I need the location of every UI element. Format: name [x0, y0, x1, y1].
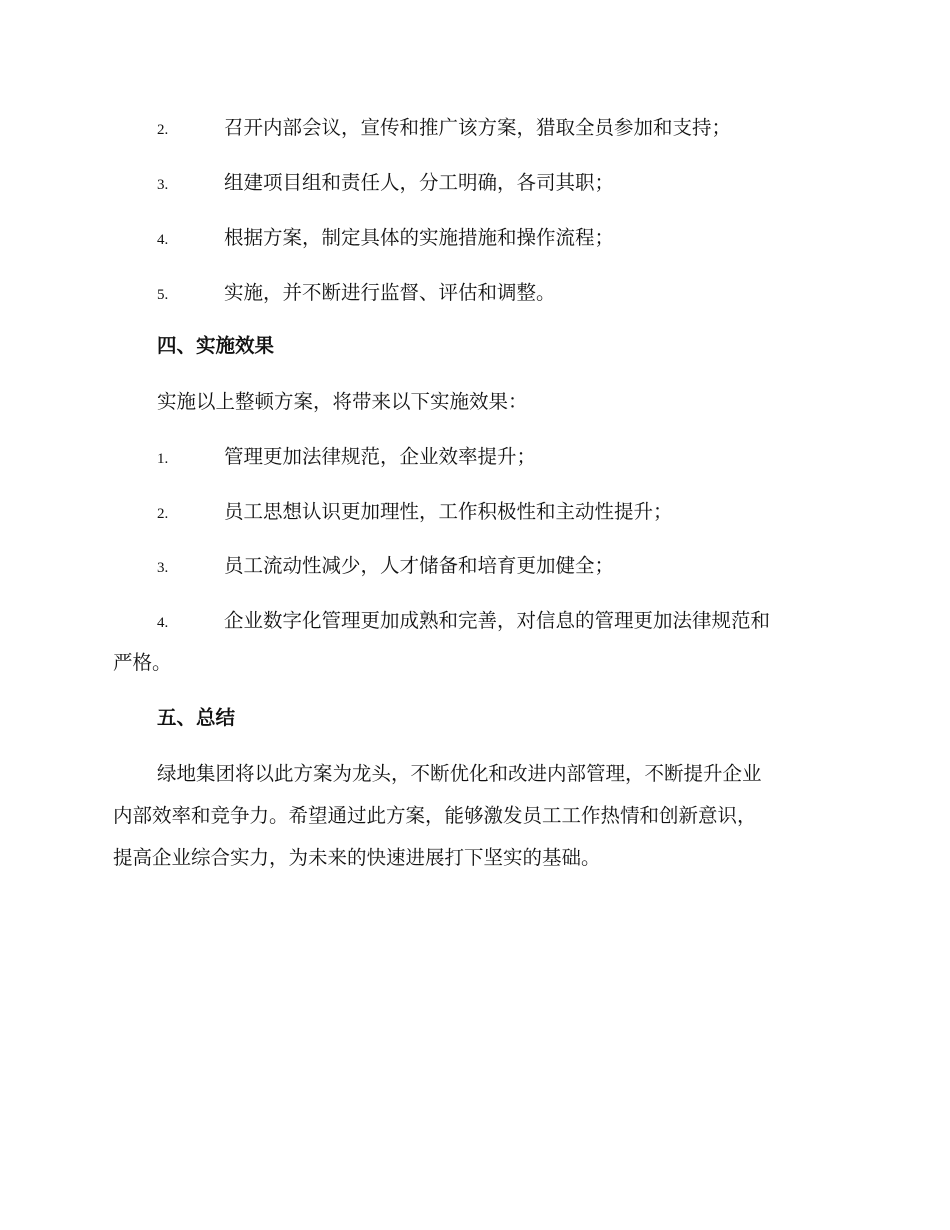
list-number: 4.	[157, 615, 169, 631]
list-text: 员工流动性减少，人才储备和培育更加健全；	[224, 554, 615, 577]
section-heading: 四、实施效果	[157, 334, 275, 357]
list-text: 管理更加法律规范，企业效率提升；	[224, 445, 537, 468]
list-number: 2.	[157, 506, 169, 522]
list-text: 召开内部会议，宣传和推广该方案，猎取全员参加和支持；	[224, 116, 732, 139]
list-number: 3.	[157, 177, 169, 193]
paragraph-line: 提高企业综合实力，为未来的快速进展打下坚实的基础。	[113, 846, 601, 869]
list-text: 根据方案，制定具体的实施措施和操作流程；	[224, 226, 615, 249]
list-text: 员工思想认识更加理性，工作积极性和主动性提升；	[224, 500, 673, 523]
list-number: 3.	[157, 560, 169, 576]
section-heading: 五、总结	[157, 706, 236, 729]
paragraph: 实施以上整顿方案，将带来以下实施效果：	[157, 390, 528, 413]
paragraph-line: 内部效率和竞争力。希望通过此方案，能够激发员工工作热情和创新意识，	[113, 804, 757, 827]
list-text: 企业数字化管理更加成熟和完善，对信息的管理更加法律规范和	[224, 609, 771, 632]
list-number: 1.	[157, 451, 169, 467]
list-text: 实施，并不断进行监督、评估和调整。	[224, 281, 556, 304]
list-number: 4.	[157, 232, 169, 248]
list-item-continuation: 严格。	[113, 651, 172, 674]
list-number: 2.	[157, 122, 169, 138]
list-number: 5.	[157, 287, 169, 303]
paragraph-line: 绿地集团将以此方案为龙头，不断优化和改进内部管理，不断提升企业	[157, 762, 762, 785]
list-text: 组建项目组和责任人，分工明确，各司其职；	[224, 171, 615, 194]
